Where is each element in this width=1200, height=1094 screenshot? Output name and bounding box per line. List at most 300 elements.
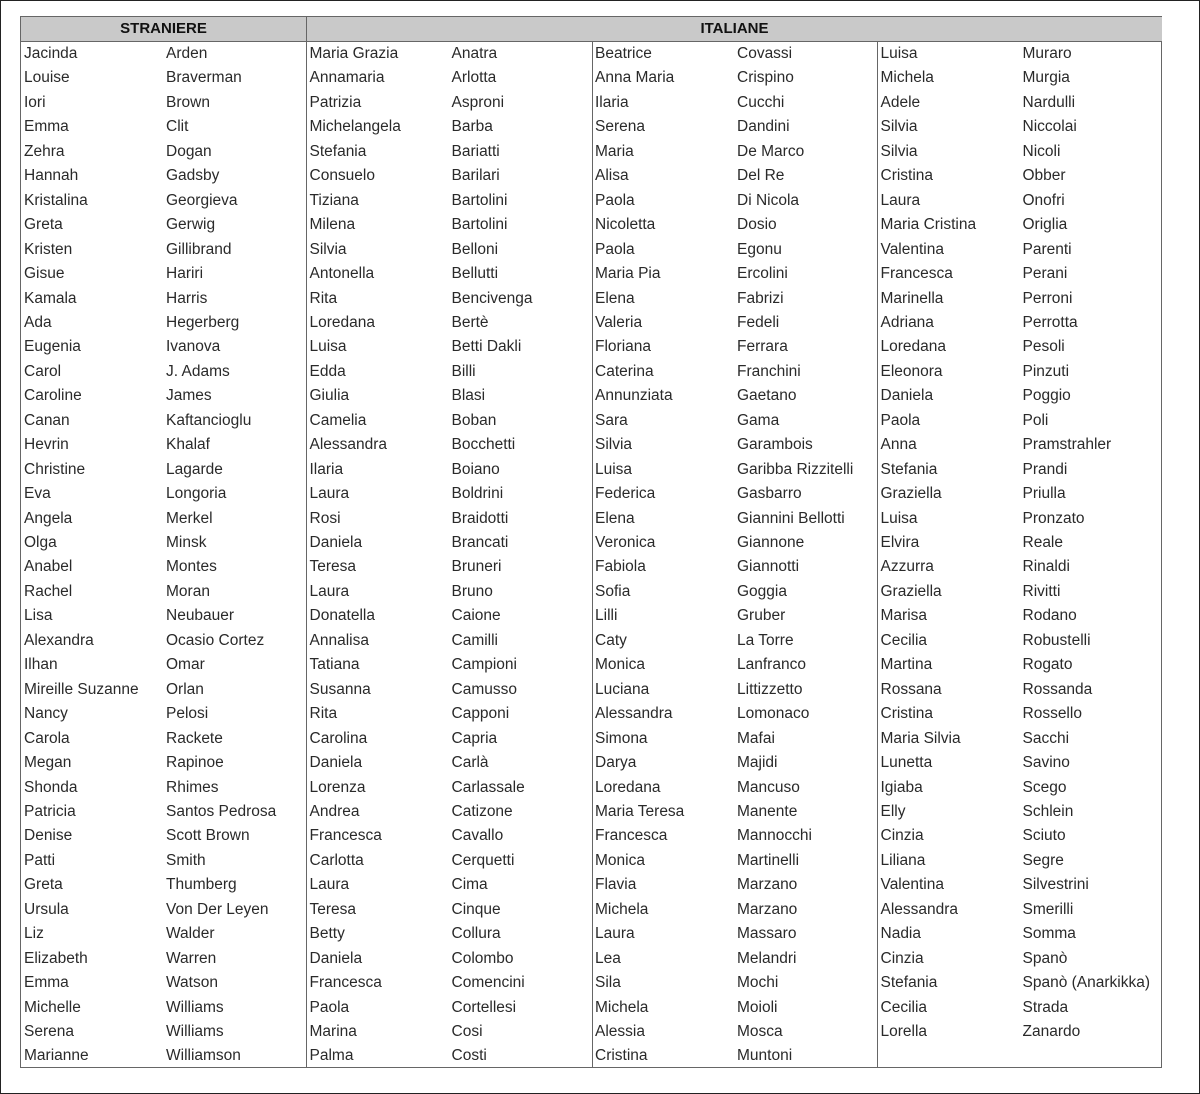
header-straniere: STRANIERE (21, 17, 307, 42)
table-row (878, 898, 1163, 922)
first-name: Maria Pia (595, 265, 661, 283)
last-name: Muraro (1022, 45, 1072, 62)
first-name: Graziella (880, 485, 942, 503)
table-row (21, 66, 306, 90)
first-name: Carola (24, 729, 70, 747)
last-name: Sciuto (1022, 827, 1066, 845)
first-name: Nicoletta (595, 216, 656, 234)
last-name: Pinzuti (1022, 362, 1070, 380)
first-name: Lorenza (309, 778, 366, 796)
last-name: Massaro (737, 925, 797, 943)
first-name: Ursula (24, 900, 69, 918)
last-name: Caione (451, 607, 501, 625)
first-name: Cecilia (880, 998, 928, 1016)
table-row (307, 604, 592, 628)
last-name: Pelosi (166, 705, 209, 723)
first-name: Adriana (880, 313, 934, 331)
last-name: Cavallo (451, 827, 504, 845)
first-name: Cristina (880, 705, 934, 723)
table-row (878, 164, 1163, 188)
first-name: Laura (880, 191, 921, 209)
last-name: Smerilli (1022, 900, 1074, 918)
last-name: Cucchi (737, 93, 785, 111)
table-row (878, 482, 1163, 506)
table-row (307, 311, 592, 335)
last-name: Bruno (451, 582, 493, 600)
table-row (21, 849, 306, 873)
last-name: Braverman (166, 69, 242, 87)
first-name: Antonella (309, 265, 375, 283)
table-row (878, 433, 1163, 457)
last-name: Murgia (1022, 69, 1070, 87)
first-name: Cristina (880, 167, 934, 185)
first-name: Carlotta (309, 851, 364, 869)
last-name: Nardulli (1022, 93, 1076, 111)
first-name: Annamaria (309, 69, 385, 87)
table-row (592, 164, 877, 188)
first-name: Laura (309, 876, 350, 894)
first-name: Anna (880, 436, 917, 454)
first-name: Lisa (24, 607, 53, 625)
first-name: Serena (24, 1023, 74, 1040)
first-name: Azzurra (880, 558, 934, 576)
last-name: Gadsby (166, 167, 220, 185)
first-name: Megan (24, 754, 72, 772)
last-name: Cortellesi (451, 998, 517, 1016)
first-name: Emma (24, 974, 69, 992)
first-name: Stefania (309, 142, 367, 160)
last-name: Cerquetti (451, 851, 515, 869)
first-name: Silvia (309, 240, 347, 258)
last-name: Obber (1022, 167, 1066, 185)
last-name: Mafai (737, 729, 775, 747)
first-name: Lunetta (880, 754, 933, 772)
first-name: Luciana (595, 680, 650, 698)
table-row (21, 898, 306, 922)
last-name: Cima (451, 876, 488, 894)
first-name: Elvira (880, 534, 920, 551)
table-row (307, 458, 592, 482)
last-name: Zanardo (1022, 1023, 1081, 1040)
first-name: Susanna (309, 680, 371, 698)
last-name: Littizzetto (737, 680, 803, 698)
first-name: Michela (880, 69, 934, 87)
first-name: Kristen (24, 240, 73, 258)
last-name: Gerwig (166, 216, 216, 234)
table-row (878, 776, 1163, 800)
last-name: Warren (166, 949, 217, 967)
last-name: Harris (166, 289, 208, 307)
first-name: Eva (24, 485, 51, 503)
table-row (878, 751, 1163, 775)
first-name: Floriana (595, 338, 651, 356)
last-name: Walder (166, 925, 215, 943)
first-name: Tiziana (309, 191, 359, 209)
table-row (592, 1020, 877, 1044)
first-name: Nancy (24, 705, 68, 723)
last-name: Camilli (451, 631, 498, 649)
last-name: Gillibrand (166, 240, 232, 258)
first-name: Loredana (880, 338, 947, 356)
last-name: Covassi (737, 45, 793, 62)
first-name: Annalisa (309, 631, 369, 649)
table-row (21, 604, 306, 628)
table-row (21, 458, 306, 482)
table-row (592, 971, 877, 995)
table-row (592, 678, 877, 702)
last-name: Reale (1022, 534, 1063, 551)
table-row (592, 66, 877, 90)
table-row (592, 409, 877, 433)
last-name: Manente (737, 802, 798, 820)
last-name: Scott Brown (166, 827, 250, 845)
first-name: Denise (24, 827, 73, 845)
table-row (878, 873, 1163, 897)
last-name: De Marco (737, 142, 805, 160)
last-name: La Torre (737, 631, 794, 649)
first-name: Sila (595, 974, 621, 992)
first-name: Shonda (24, 778, 78, 796)
first-name: Martina (880, 656, 933, 674)
last-name: Billi (451, 362, 476, 380)
table-row (592, 1044, 877, 1068)
first-name: Cecilia (880, 631, 928, 649)
table-row (592, 555, 877, 579)
last-name: Mochi (737, 974, 779, 992)
table-row (592, 42, 877, 66)
last-name: Somma (1022, 925, 1076, 943)
first-name: Rita (309, 289, 338, 307)
table-row (878, 947, 1163, 971)
table-row (592, 507, 877, 531)
table-row (21, 873, 306, 897)
last-name: Watson (166, 974, 218, 992)
table-row (307, 213, 592, 237)
table-row (307, 1044, 592, 1068)
last-name: Betti Dakli (451, 338, 522, 356)
last-name: Rossello (1022, 705, 1082, 723)
first-name: Laura (309, 582, 350, 600)
column-group-italiane-3 (878, 42, 1163, 1067)
table-row (307, 531, 592, 555)
table-row (878, 531, 1163, 555)
first-name: Christine (24, 460, 86, 478)
last-name: Savino (1022, 754, 1070, 772)
names-table (20, 16, 1162, 1068)
first-name: Anna Maria (595, 69, 675, 87)
table-row (21, 1020, 306, 1044)
last-name: Poggio (1022, 387, 1071, 405)
last-name: Carlassale (451, 778, 525, 796)
last-name: Von Der Leyen (166, 900, 269, 918)
table-row (878, 140, 1163, 164)
first-name: Ada (24, 313, 52, 331)
last-name: Smith (166, 851, 206, 869)
last-name: Gasbarro (737, 485, 802, 503)
first-name: Eleonora (880, 362, 943, 380)
last-name: Arlotta (451, 69, 497, 87)
first-name: Teresa (309, 558, 357, 576)
first-name: Maria (595, 142, 634, 160)
last-name: Segre (1022, 851, 1064, 869)
last-name: Melandri (737, 949, 797, 967)
table-row (878, 996, 1163, 1020)
first-name: Rosi (309, 509, 341, 527)
last-name: Giannone (737, 534, 805, 551)
last-name: Moran (166, 582, 210, 600)
first-name: Emma (24, 118, 69, 136)
first-name: Ilaria (309, 460, 344, 478)
first-name: Maria Teresa (595, 802, 685, 820)
first-name: Ilhan (24, 656, 58, 674)
table-row (878, 922, 1163, 946)
last-name: Boban (451, 411, 497, 429)
table-row (307, 189, 592, 213)
first-name: Luisa (309, 338, 347, 356)
first-name: Caterina (595, 362, 654, 380)
first-name: Elena (595, 509, 635, 527)
first-name: Valeria (595, 313, 643, 331)
table-row (878, 971, 1163, 995)
table-row (592, 996, 877, 1020)
first-name: Stefania (880, 460, 938, 478)
table-row (21, 311, 306, 335)
last-name: Boldrini (451, 485, 504, 503)
table-row (21, 384, 306, 408)
table-row (878, 213, 1163, 237)
last-name: Franchini (737, 362, 801, 380)
first-name: Maria Grazia (309, 45, 399, 62)
first-name: Lea (595, 949, 621, 967)
table-row (878, 91, 1163, 115)
table-row (878, 604, 1163, 628)
first-name: Donatella (309, 607, 375, 625)
table-row (878, 1020, 1163, 1044)
last-name: Robustelli (1022, 631, 1091, 649)
last-name: Barilari (451, 167, 500, 185)
last-name: Dosio (737, 216, 777, 234)
first-name: Michelle (24, 998, 81, 1016)
last-name: Crispino (737, 69, 794, 87)
table-row (21, 653, 306, 677)
first-name: Mireille Suzanne (24, 680, 139, 698)
table-row (307, 482, 592, 506)
last-name: Del Re (737, 167, 785, 185)
table-row (307, 922, 592, 946)
last-name: Cinque (451, 900, 501, 918)
first-name: Luisa (880, 509, 918, 527)
first-name: Daniela (880, 387, 934, 405)
last-name: Pesoli (1022, 338, 1065, 356)
table-row (21, 433, 306, 457)
first-name: Silvia (595, 436, 633, 454)
last-name: Nicoli (1022, 142, 1061, 160)
last-name: Bertè (451, 313, 489, 331)
table-row (878, 384, 1163, 408)
first-name: Paola (880, 411, 921, 429)
table-row (592, 482, 877, 506)
last-name: Perrotta (1022, 313, 1078, 331)
last-name: Costi (451, 1047, 487, 1065)
first-name: Greta (24, 876, 63, 894)
last-name: Anatra (451, 45, 498, 62)
column-group-italiane-2 (592, 42, 878, 1067)
table-row (21, 140, 306, 164)
table-row (592, 751, 877, 775)
table-row (21, 409, 306, 433)
first-name: Alexandra (24, 631, 94, 649)
first-name: Michela (595, 998, 649, 1016)
table-row (878, 555, 1163, 579)
last-name: Bocchetti (451, 436, 516, 454)
first-name: Camelia (309, 411, 367, 429)
table-row (307, 409, 592, 433)
first-name: Loredana (309, 313, 376, 331)
first-name: Elena (595, 289, 635, 307)
first-name: Paola (309, 998, 350, 1016)
table-row (592, 580, 877, 604)
table-row (592, 140, 877, 164)
table-row (878, 238, 1163, 262)
last-name: J. Adams (166, 362, 230, 380)
table-row (21, 996, 306, 1020)
last-name: Santos Pedrosa (166, 802, 277, 820)
first-name: Michela (595, 900, 649, 918)
table-row (21, 507, 306, 531)
last-name: Gaetano (737, 387, 797, 405)
first-name: Beatrice (595, 45, 652, 62)
table-row (307, 898, 592, 922)
last-name: Spanò (1022, 949, 1068, 967)
last-name: Scego (1022, 778, 1067, 796)
table-row (878, 824, 1163, 848)
first-name: Cinzia (880, 827, 924, 845)
first-name: Carolina (309, 729, 368, 747)
first-name: Luisa (595, 460, 633, 478)
first-name: Monica (595, 656, 645, 674)
last-name: Cosi (451, 1023, 483, 1040)
last-name: Blasi (451, 387, 486, 405)
first-name: Edda (309, 362, 346, 380)
table-row (307, 115, 592, 139)
first-name: Angela (24, 509, 73, 527)
table-row (592, 776, 877, 800)
table-row (307, 384, 592, 408)
first-name: Daniela (309, 754, 363, 772)
table-row (878, 287, 1163, 311)
last-name: Montes (166, 558, 217, 576)
table-row (21, 727, 306, 751)
first-name: Rachel (24, 582, 73, 600)
last-name: Ercolini (737, 265, 788, 283)
table-row (878, 42, 1163, 66)
last-name: Ocasio Cortez (166, 631, 265, 649)
first-name: Hannah (24, 167, 79, 185)
first-name: Sofia (595, 582, 631, 600)
table-row (878, 262, 1163, 286)
first-name: Betty (309, 925, 345, 943)
first-name: Carol (24, 362, 62, 380)
last-name: Dandini (737, 118, 790, 136)
last-name: Garambois (737, 436, 813, 454)
first-name: Ilaria (595, 93, 629, 111)
last-name: Boiano (451, 460, 500, 478)
first-name: Eugenia (24, 338, 81, 356)
first-name: Maria Cristina (880, 216, 977, 234)
last-name: Niccolai (1022, 118, 1077, 136)
first-name: Teresa (309, 900, 357, 918)
last-name: Mosca (737, 1023, 783, 1040)
table-row (21, 678, 306, 702)
first-name: Rossana (880, 680, 942, 698)
table-row (592, 189, 877, 213)
table-row (307, 849, 592, 873)
last-name: Dogan (166, 142, 212, 160)
first-name: Zehra (24, 142, 65, 160)
table-row (878, 409, 1163, 433)
table-row (21, 335, 306, 359)
table-row (592, 458, 877, 482)
last-name: Orlan (166, 680, 204, 698)
first-name: Lilli (595, 607, 618, 625)
first-name: Veronica (595, 534, 656, 551)
last-name: Hegerberg (166, 313, 240, 331)
first-name: Patrizia (309, 93, 362, 111)
last-name: Pramstrahler (1022, 436, 1112, 454)
table-row (307, 653, 592, 677)
last-name: Capponi (451, 705, 510, 723)
last-name: Spanò (Anarkikka) (1022, 974, 1151, 992)
table-row (307, 629, 592, 653)
table-row (592, 91, 877, 115)
last-name: Sacchi (1022, 729, 1070, 747)
last-name: Marzano (737, 876, 798, 894)
table-row (21, 922, 306, 946)
table-row (307, 42, 592, 66)
first-name: Francesca (309, 974, 382, 992)
first-name: Milena (309, 216, 356, 234)
first-name: Paola (595, 240, 635, 258)
table-row (307, 727, 592, 751)
first-name: Palma (309, 1047, 354, 1065)
first-name: Liliana (880, 851, 926, 869)
table-row (21, 213, 306, 237)
table-row (307, 824, 592, 848)
last-name: Bartolini (451, 191, 508, 209)
first-name: Silvia (880, 142, 918, 160)
table-row (878, 311, 1163, 335)
last-name: Brown (166, 93, 210, 111)
first-name: Serena (595, 118, 645, 136)
table-row (307, 164, 592, 188)
last-name: Clit (166, 118, 189, 136)
first-name: Annunziata (595, 387, 673, 405)
table-row (21, 91, 306, 115)
last-name: Campioni (451, 656, 517, 674)
first-name: Olga (24, 534, 57, 551)
table-row (307, 335, 592, 359)
first-name: Marisa (880, 607, 928, 625)
last-name: Marzano (737, 900, 798, 918)
table-row (592, 727, 877, 751)
table-row (878, 335, 1163, 359)
last-name: Bellutti (451, 265, 499, 283)
first-name: Alessandra (595, 705, 673, 723)
table-row (307, 262, 592, 286)
table-row (21, 42, 306, 66)
last-name: Silvestrini (1022, 876, 1089, 894)
table-row (592, 702, 877, 726)
